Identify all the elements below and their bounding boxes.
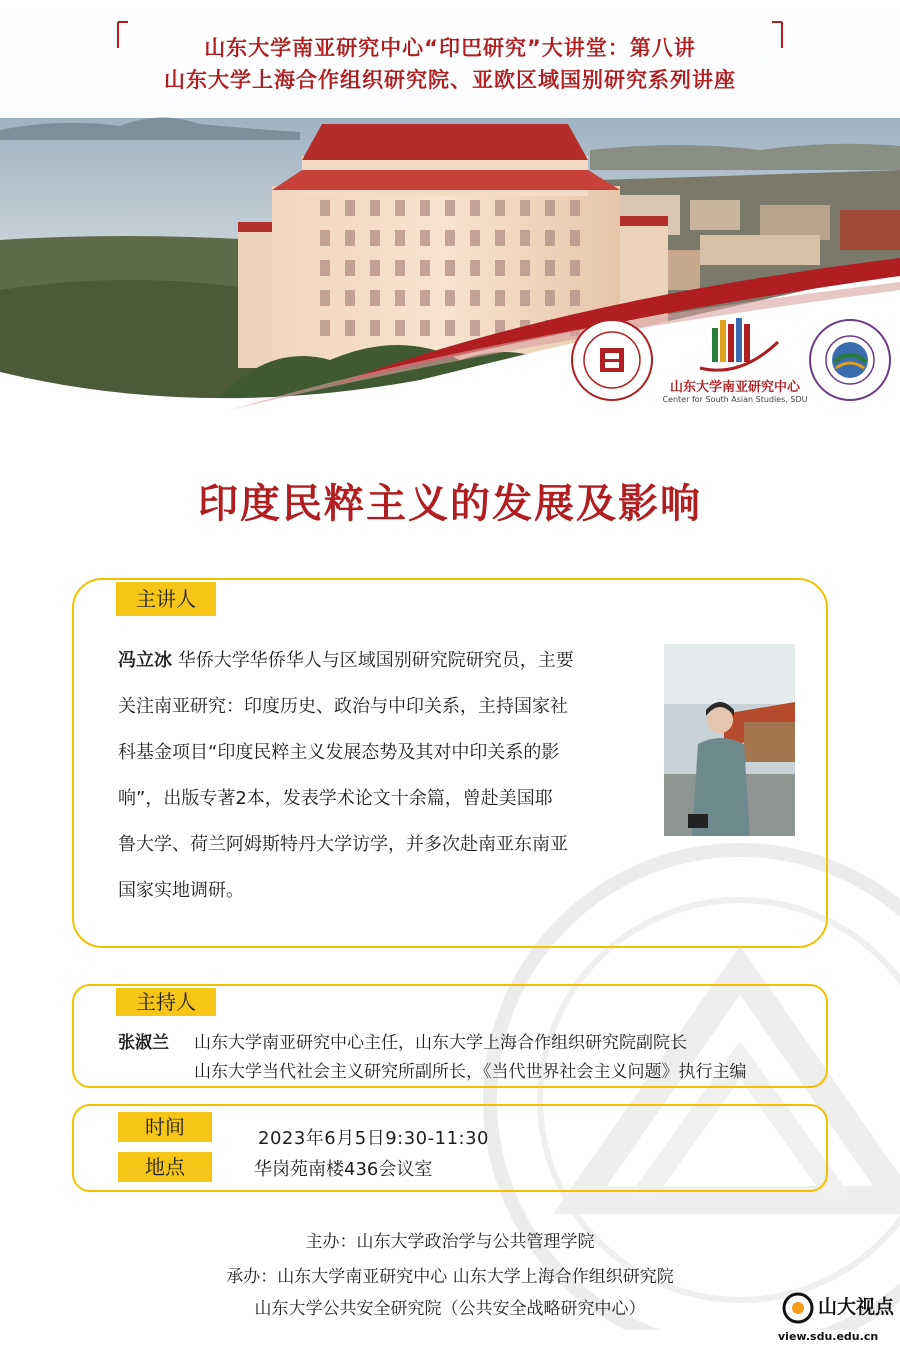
- lecture-title: 印度民粹主义的发展及影响: [198, 481, 702, 527]
- header-line-1: 山东大学南亚研究中心“印巴研究”大讲堂：第八讲: [204, 36, 696, 60]
- bio-line-4: 响”，出版专著2本，发表学术论文十余篇，曾赴美国耶: [118, 788, 553, 809]
- bio-line-3: 科基金项目“印度民粹主义发展态势及其对中印关系的影: [118, 742, 560, 763]
- place-value: 华岗苑南楼436会议室: [254, 1159, 433, 1180]
- center-logo: [660, 312, 810, 410]
- speaker-bio: [118, 638, 646, 914]
- brand-text: 山大视点: [818, 1296, 895, 1318]
- center-name: 山东大学南亚研究中心: [669, 380, 800, 395]
- brand-url: view.sdu.edu.cn: [778, 1330, 879, 1343]
- bio-line-6: 国家实地调研。: [118, 880, 244, 901]
- co-organizer-line-2: 山东大学公共安全研究院（公共安全战略研究中心）: [254, 1299, 646, 1319]
- time-tag: 时间: [118, 1112, 212, 1142]
- co-organizer-line: 承办：山东大学南亚研究中心 山东大学上海合作组织研究院: [226, 1267, 674, 1287]
- speaker-tag: 主讲人: [116, 582, 216, 616]
- eye-icon: [776, 1288, 820, 1328]
- place-tag: 地点: [118, 1152, 212, 1182]
- speaker-photo: [664, 644, 795, 836]
- host-title-line-1: 山东大学南亚研究中心主任，山东大学上海合作组织研究院副院长: [194, 1033, 687, 1053]
- host-name: 张淑兰: [118, 1033, 169, 1053]
- bio-line-5: 鲁大学、荷兰阿姆斯特丹大学访学，并多次赴南亚东南亚: [118, 834, 568, 855]
- school-seal-logo: [570, 318, 654, 402]
- host-tag: 主持人: [116, 988, 216, 1016]
- organizer-line: 主办：山东大学政治学与公共管理学院: [305, 1232, 595, 1252]
- view-sdu-watermark: [774, 1286, 900, 1350]
- sco-institute-logo: [808, 318, 892, 402]
- bio-line-2: 关注南亚研究：印度历史、政治与中印关系，主持国家社: [118, 696, 568, 717]
- bio-line-1: 华侨大学华侨华人与区域国别研究院研究员，主要: [177, 650, 574, 671]
- center-english-name: Center for South Asian Studies, SDU: [662, 395, 808, 404]
- host-title-line-2: 山东大学当代社会主义研究所副所长，《当代世界社会主义问题》执行主编: [194, 1062, 747, 1082]
- header-line-2: 山东大学上海合作组织研究院、亚欧区域国别研究系列讲座: [164, 68, 736, 92]
- speaker-name: 冯立冰: [118, 650, 172, 671]
- time-value: 2023年6月5日9:30-11:30: [258, 1128, 490, 1149]
